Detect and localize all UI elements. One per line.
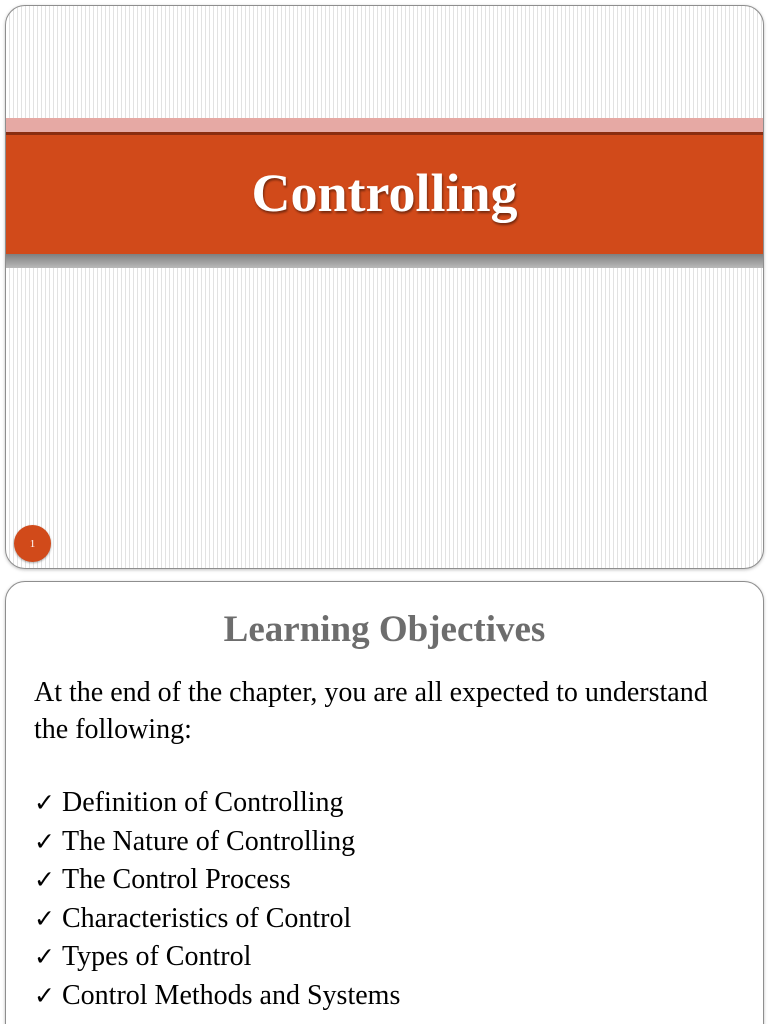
title-band-highlight [6,118,763,132]
intro-paragraph: At the end of the chapter, you are all expected to understand the following: [34,677,708,745]
objective-item [34,864,400,903]
title-slide [5,5,764,569]
objective-text: The Nature of Controlling [62,825,356,857]
page-number-badge: 1 [14,525,51,562]
checkmark-icon: ✓ [34,980,55,1010]
checkmark-icon: ✓ [34,942,55,971]
objectives-list [34,787,400,1018]
checkmark-icon: ✓ [34,826,55,856]
objective-text: Types of Control [62,941,252,972]
slide-title: Controlling [251,163,518,223]
checkmark-icon: ✓ [34,903,55,933]
objective-text: Characteristics of Control [62,902,352,934]
objective-item [34,980,400,1019]
objective-item [34,826,400,865]
objective-text: Definition of Controlling [62,787,344,818]
learning-objectives-slide [5,581,764,1024]
slide-heading: Learning Objectives [223,609,546,650]
objective-item [34,787,400,826]
objective-item [34,903,400,942]
checkmark-icon: ✓ [34,788,55,817]
objective-item [34,941,400,980]
title-band-shadow [6,254,763,268]
objective-text: The Control Process [62,864,291,895]
checkmark-icon: ✓ [34,865,55,894]
objective-text: Control Methods and Systems [62,979,401,1011]
